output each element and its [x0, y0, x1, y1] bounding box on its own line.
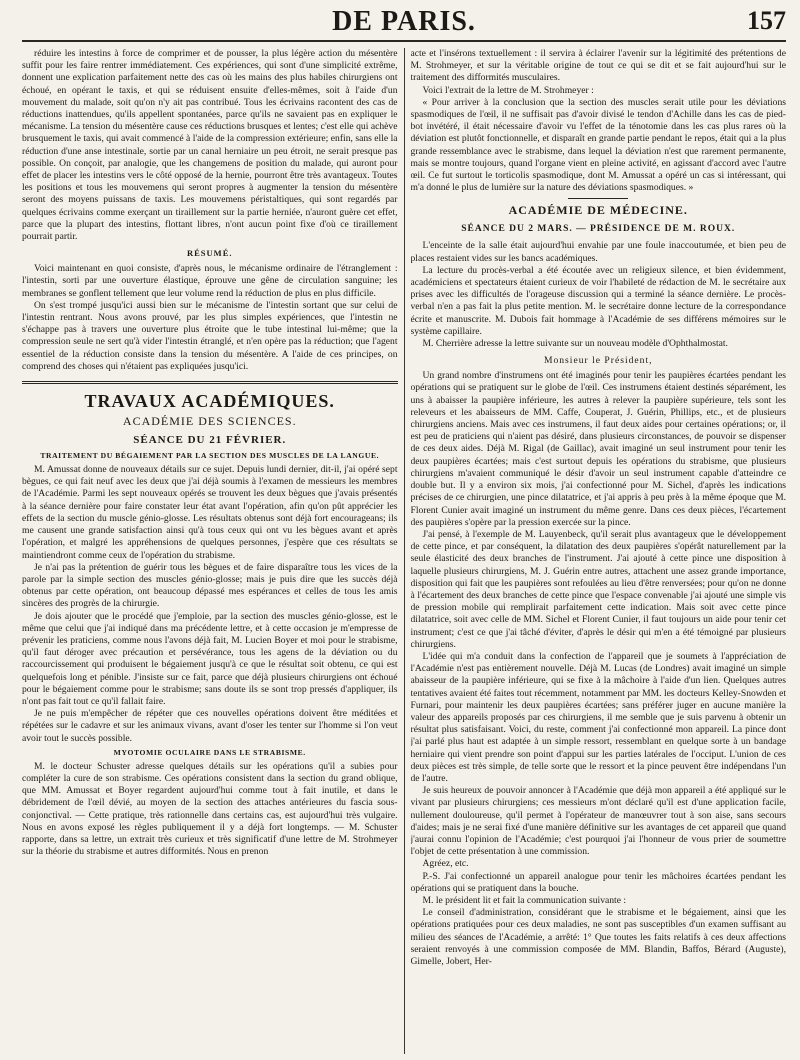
paragraph: Le conseil d'administration, considérant que le strabisme et le bégaiement, ainsi que les opérations pratiquées pour ces deux maladies, ne sont pas susceptibles d'un examen suffisant au milieu des séances de l'Académie, a arrêté: 1° Que toutes les faits relatifs à ces deux affections seraient renvoyés à une commission composée de MM. Blandin, Baffos, Bérard (Auguste), Gimelle, Jobert, Her-: [410, 907, 786, 968]
running-head: [22, 0, 786, 42]
academy-heading: ACADÉMIE DES SCIENCES.: [122, 414, 297, 429]
running-head-title: DE PARIS.: [332, 6, 476, 37]
paragraph: L'enceinte de la salle était aujourd'hui envahie par une foule inaccoutumée, et bien peu de places restaient vides sur les bancs académiques.: [410, 240, 786, 264]
column-rule: [404, 48, 405, 1054]
paragraph: M. Cherrière adresse la lettre suivante sur un nouveau modèle d'Ophthalmostat.: [422, 338, 728, 350]
paragraph: acte et l'insérons textuellement : il servira à éclairer l'avenir sur la légitimité des prétentions de M. Strohmeyer, et sur la véritable origine de tout ce qui se dit et se fait aujourd'hui sur le traitement des difformités musculaires.: [410, 48, 786, 84]
paragraph: Je ne puis m'empêcher de répéter que ces nouvelles opérations doivent être méditées et répétées sur le cadavre et sur les animaux vivans, avant d'oser les tenter sur l'homme si l'on veut avoir tout le succès possible.: [22, 708, 398, 744]
paragraph: La lecture du procès-verbal a été écoutée avec un religieux silence, et bien évidemment, académiciens et spectateurs étaient curieux de voir l'habileté de rédaction de M. le secrétaire aux prises avec les difficultés de l'orageuse discussion qui a terminé la séance dernière. Le procès-verbal n'en a pas fait la plus petite mention. M. le secrétaire donne lecture de la correspondance écrite et manuscrite. M. Dubois fait hommage à l'Académie de ses différens mémoires sur le système capillaire.: [410, 264, 786, 337]
paragraph: Voici maintenant en quoi consiste, d'après nous, le mécanisme ordinaire de l'étranglement : l'intestin, sorti par une ouverture élastique, éprouve une gêne de circulation sanguine; les membranes se gonflent tellement que leur volume rend la réduction de plus en plus difficile.: [22, 263, 398, 299]
columns: [22, 48, 786, 1054]
closing: Agréez, etc.: [422, 858, 469, 870]
paragraph: J'ai pensé, à l'exemple de M. Lauyenbeck, qu'il serait plus avantageux que le développement de cette pince, et par conséquent, la dilatation des deux paupières s'opérât naturellement par la seule élasticité des deux branches de l'instrument. J'ai ajouté à cette pince une disposition à laquelle plusieurs chirurgiens, M. J. Guérin entre autres, attachent une assez grande importance, disposition qui fait que les paupières sont refoulées au lieu d'être renversées; pour qu'on ne donne à l'écartement des deux branches de cette pince que l'espace convenable j'ai ajouté une simple vis de pression mobile qui remplirait parfaitement cette indication. Mais soit avec cette pince dilatatrice, soit avec celle de MM. Sichel et Florent Cunier, il faut toujours un aide pour tenir cet instrument; c'est ce que j'ai tâché d'éviter, d'après le désir qui m'en a été témoigné par plusieurs chirurgiens.: [410, 528, 786, 650]
session-heading: SÉANCE DU 21 FÉVRIER.: [133, 434, 287, 447]
right-column: [411, 48, 787, 1054]
paragraph: M. le président lit et fait la communication suivante :: [422, 895, 627, 906]
postscript: P.-S. J'ai confectionné un appareil analogue pour tenir les mâchoires écartées pendant les opérations qui se pratiquent dans la bouche.: [410, 870, 786, 894]
page-number: 157: [747, 6, 786, 35]
paragraph: L'idée qui m'a conduit dans la confection de l'appareil que je soumets à l'appréciation de l'Académie n'est pas entièrement nouvelle. Déjà M. Lucas (de Londres) avait imaginé un simple abaisseur de la paupière inférieure, qui se fixe à la mâchoire à l'aide d'un lien. Quelques autres tentatives avaient été faites tout récemment, notamment par MM. les docteurs Kelley-Snowden et Furnari, pour maintenir les deux paupières écartées; sans préférer juger en aucune manière la valeur des appareils proposés par ces chirurgiens, il me semble que je suis parvenu à obtenir un résultat plus satisfaisant. Voici, du reste, comment j'ai confectionné mon appareil. La pince dont j'ai parlé plus haut est adaptée à un simple ressort, ressemblant en quelque sorte à un bandage herniaire qui vient prendre son point d'appui sur les parties latérales de l'occiput. L'union de ces deux pièces est très simple, de telle sorte que le ressort et la pince peuvent être indépendans l'un de l'autre.: [410, 650, 786, 784]
left-column: [22, 48, 398, 1054]
section-divider: [22, 381, 398, 384]
main-heading: TRAVAUX ACADÉMIQUES.: [84, 391, 335, 412]
paragraph: Je n'ai pas la prétention de guérir tous les bègues et de faire disparaître tous les vices de la parole par la simple section des muscles génio-glosse; mais je puis dire que les succès déjà obtenus par cette opération, ont beaucoup dépassé mes espérances et celles de tous les amis sincères des progrès de la chirurgie.: [22, 561, 398, 610]
salutation: Monsieur le Président,: [543, 355, 653, 367]
academy-heading: ACADÉMIE DE MÉDECINE.: [508, 203, 688, 218]
session-heading: SÉANCE DU 2 MARS. — PRÉSIDENCE DE M. ROUX.: [461, 224, 736, 235]
paragraph: réduire les intestins à force de comprimer et de pousser, la plus légère action du mésentère suffit pour les faire rentrer immédiatement. Ces expériences, qui sont d'une simplicité extrême, donnent une explication parfaitement nette des cas où les mains des plus habiles chirurgiens ont échoué, en opérant le taxis, et qui se réduisent ensuite d'elles-mêmes, soit à l'aide d'un mouvement du malade, soit qu'on n'y ait pas contribué. Tous les écrivains racontent des cas de réductions inattendues, qu'ils appellent spontanées, parce qu'ils ne savaient pas en expliquer le mécanisme. La tension du mésentère cause ces réductions brusques et lentes; c'est elle qui achève brusquement le taxis, qui avait commencé à l'aide de la compression extérieure; enfin, sans elle la réduction d'une anse intestinale, sortie par un canal herniaire un peu étroit, ne serait presque pas possible. On conçoit, par analogie, que les changemens de position du malade, qui auront pour effet de placer les intestins vers le côté opposé de la hernie, pourront être très avantageux. Toutes les positions et tous les mouvemens qui seront propres à augmenter la tension du mésentère seront des moyens puissans de taxis. Les mouvemens péristaltiques, qui sont regardés par quelques écrivains comme exerçant un tiraillement sur la partie herniée, n'auront guère cet effet, parce que la plupart des intestins, flottant libres, n'ont aucun point fixe d'où ce tiraillement pourrait partir.: [22, 48, 398, 243]
quote-paragraph: « Pour arriver à la conclusion que la section des muscles serait utile pour les déviations spasmodiques de l'œil, il ne suffisait pas d'avoir divisé le tendon d'Achille dans les cas de pied-bot invétéré, il était nécessaire d'avoir vu l'effet de la ténotomie dans les cas plus rares où la déviation est plutôt fonctionnelle, et disparaît en grande partie pendant le repos, était qui a la plus grande ressemblance avec le strabisme, dans lequel la déviation n'est que rarement permanente, mais se montre toujours, quand l'organe vient en pleine activité, en agissant d'accord avec l'autre œil. Ce fut surtout le torticolis spasmodique, dont M. Amussat a opéré un cas si intéressant, qui m'a donné le plus de lumière sur la nature des déviations spasmodiques. »: [410, 96, 786, 194]
paragraph: Un grand nombre d'instrumens ont été imaginés pour tenir les paupières écartées pendant les opérations qui se pratiquent sur le globe de l'œil. Ces instrumens étaient destinés séparément, les uns à abaisser la paupière inférieure, les autres à relever la paupière supérieure, tels sont les releveurs et les abaisseurs de MM. Caffe, Couperat, J. Guérin, Phillips, etc., et de plusieurs chirurgiens anciens. Mais avec ces instrumens, il faut deux aides pour certaines opérations; or, il est peu de praticiens qui n'aient pas désiré, dans plusieurs circonstances, de pouvoir se dispenser de ces deux aides. Déjà M. Rigal (de Gaillac), avait imaginé un seul instrument pour tenir les deux paupières écartées; mais c'est surtout depuis les opérations du strabisme, que plusieurs chirurgiens m'avaient communiqué le désir d'avoir un seul instrument capable d'atteindre ce double but. Il y a environ six mois, j'ai confectionné pour M. Sichel, d'après les indications précises de ce chirurgien, une pince dilatatrice, et j'ai appris à peu près à la même époque que M. Florent Cunier avait imaginé un instrument du même genre. Dans ces deux pièces, l'écartement des paupières s'opère par la pression exercée sur la pince.: [410, 370, 786, 528]
divider: [568, 198, 628, 199]
paragraph: Je suis heureux de pouvoir annoncer à l'Académie que déjà mon appareil a été appliqué sur le vivant par plusieurs chirurgiens; ces messieurs m'ont déclaré qu'il est d'une application facile, nullement douloureuse, qu'il permet à l'opérateur de manœuvrer tout à son aise, sans secours d'aides; mais je ne serai fixé d'une manière définitive sur les avantages de cet appareil que quand j'aurai connu l'opinion de l'Académie; c'est pourquoi j'ai l'honneur de vous prier de soumettre l'objet de cette présentation à une commission.: [410, 785, 786, 858]
article-title: MYOTOMIE OCULAIRE DANS LE STRABISME.: [113, 747, 306, 757]
section-title-resume: RÉSUMÉ.: [187, 248, 233, 259]
paragraph: Je dois ajouter que le procédé que j'emploie, par la section des muscles génio-glosse, est le même que celui que j'ai indiqué dans ma précédente lettre, et à cette occasion je m'empresse de prévenir les praticiens, comme nous l'avons déjà fait, M. Lucien Boyer et moi pour le strabisme, qu'il faut déroger avec précaution et persévérance, tous les agens de la déviation ou du raccourcissement qui produisent le bégaiement jusqu'à ce que le résultat soit obtenu, ce qui est quelquefois long et pénible. J'insiste sur ce fait, parce que déjà plusieurs chirurgiens ont échoué pour le bégaiement comme pour le strabisme; sans doute ils se sont trop pressés d'appliquer, ils n'ont pas fait tout ce qu'il fallait faire.: [22, 610, 398, 707]
paragraph: Voici l'extrait de la lettre de M. Strohmeyer :: [422, 84, 594, 96]
paragraph: M. le docteur Schuster adresse quelques détails sur les opérations qu'il a subies pour compléter la cure de son strabisme. Ces opérations consistent dans la section du grand oblique, que MM. Amussat et Boyer regardent aujourd'hui comme tout à fait inutile, et dans le débridement de l'œil dévié, au moyen de la section des attaches antérieures du fascia sous-conjonctival. — Cette pratique, très rationnelle dans certains cas, est aujourd'hui très vulgaire. Nous en avons exposé les règles publiquement il y a déjà fort longtemps. — M. Schuster rapporte, dans sa lettre, un extrait très curieux et très significatif d'une lettre de M. Strohmeyer sur la théorie du strabisme et autres difformités. Nous en prenon: [22, 760, 398, 858]
paragraph: M. Amussat donne de nouveaux détails sur ce sujet. Depuis lundi dernier, dit-il, j'ai opéré sept bègues, ce qui fait neuf avec les deux que j'ai déjà soumis à l'examen de messieurs les membres de l'Académie. Parmi les sept nouveaux opérés se trouvent les deux bègues que j'avais présentés à la séance dernière pour faire constater leur état avant l'opération, afin qu'on pût apprécier les effets de la section du muscle génio-glosse. Les résultats obtenus sont déjà fort encourageans; ils me causent une grande satisfaction ainsi qu'à tous ceux qui ont vu les bègues avant et après l'opération, et malgré les appréhensions de quelques personnes, j'espère que ces résultats se maintiendront comme ceux de l'opération du strabisme.: [22, 464, 398, 561]
article-title: TRAITEMENT DU BÉGAIEMENT PAR LA SECTION DES MUSCLES DE LA LANGUE.: [40, 451, 380, 461]
paragraph: On s'est trompé jusqu'ici aussi bien sur le mécanisme de l'intestin sortant que sur celui de l'intestin rentrant. Nous avons prouvé, par les plus simples expériences, que l'intestin ne s'échappe pas à travers une ouverture plus étroite que le tube intestinal lui-même; que la compression seule ne sert qu'à vider l'intestin étranglé, et n'en opère pas la réduction; que l'agent essentiel de la réduction consiste dans la tension du mésentère. A l'aide de ces principes, on comprend des choses qui n'étaient pas expliquées jusqu'ici.: [22, 299, 398, 372]
